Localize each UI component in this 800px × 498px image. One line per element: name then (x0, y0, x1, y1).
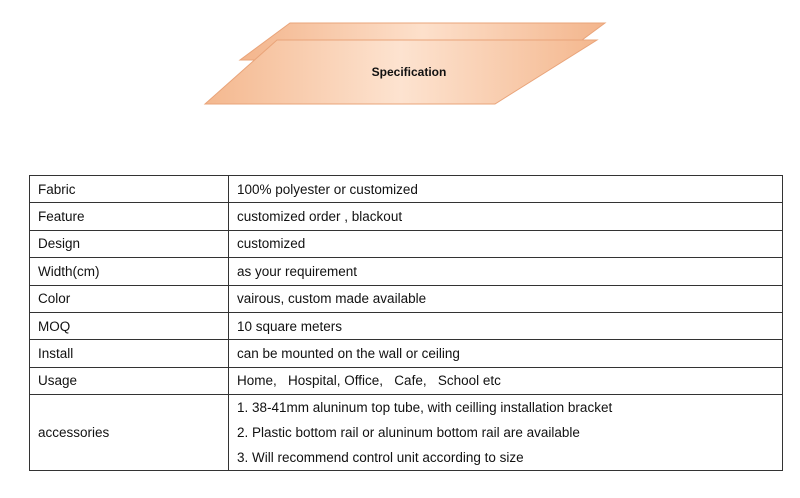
table-row (30, 285, 783, 312)
table-row (30, 258, 783, 285)
row-label: accessories (30, 395, 229, 471)
row-value: vairous, custom made available (229, 285, 783, 312)
row-value: Home, Hospital, Office, Cafe, School etc (229, 367, 783, 394)
row-value: 100% polyester or customized (229, 176, 783, 203)
row-value: as your requirement (229, 258, 783, 285)
table-row (30, 340, 783, 367)
row-label: Design (30, 230, 229, 257)
row-value: 10 square meters (229, 312, 783, 339)
accessory-line: 1. 38-41mm aluninum top tube, with ceilling installation bracket (237, 400, 613, 416)
table-row (30, 312, 783, 339)
row-label: Usage (30, 367, 229, 394)
row-label: Install (30, 340, 229, 367)
table-row (30, 367, 783, 394)
table-row (30, 176, 783, 203)
specification-banner (195, 14, 615, 114)
row-label: Width(cm) (30, 258, 229, 285)
row-label: Fabric (30, 176, 229, 203)
row-label: Feature (30, 203, 229, 230)
row-value-multiline (229, 395, 783, 471)
specification-table (29, 175, 783, 471)
banner-title: Specification (371, 65, 447, 79)
row-value: customized (229, 230, 783, 257)
row-label: MOQ (30, 312, 229, 339)
row-value: can be mounted on the wall or ceiling (229, 340, 783, 367)
table-row (30, 230, 783, 257)
table-row (30, 203, 783, 230)
accessory-line: 3. Will recommend control unit according to size (237, 450, 524, 466)
stacked-parallelogram-graphic (195, 14, 615, 114)
table-row-accessories (30, 395, 783, 471)
row-label: Color (30, 285, 229, 312)
accessory-line: 2. Plastic bottom rail or aluninum bottom rail are available (237, 425, 580, 441)
row-value: customized order , blackout (229, 203, 783, 230)
